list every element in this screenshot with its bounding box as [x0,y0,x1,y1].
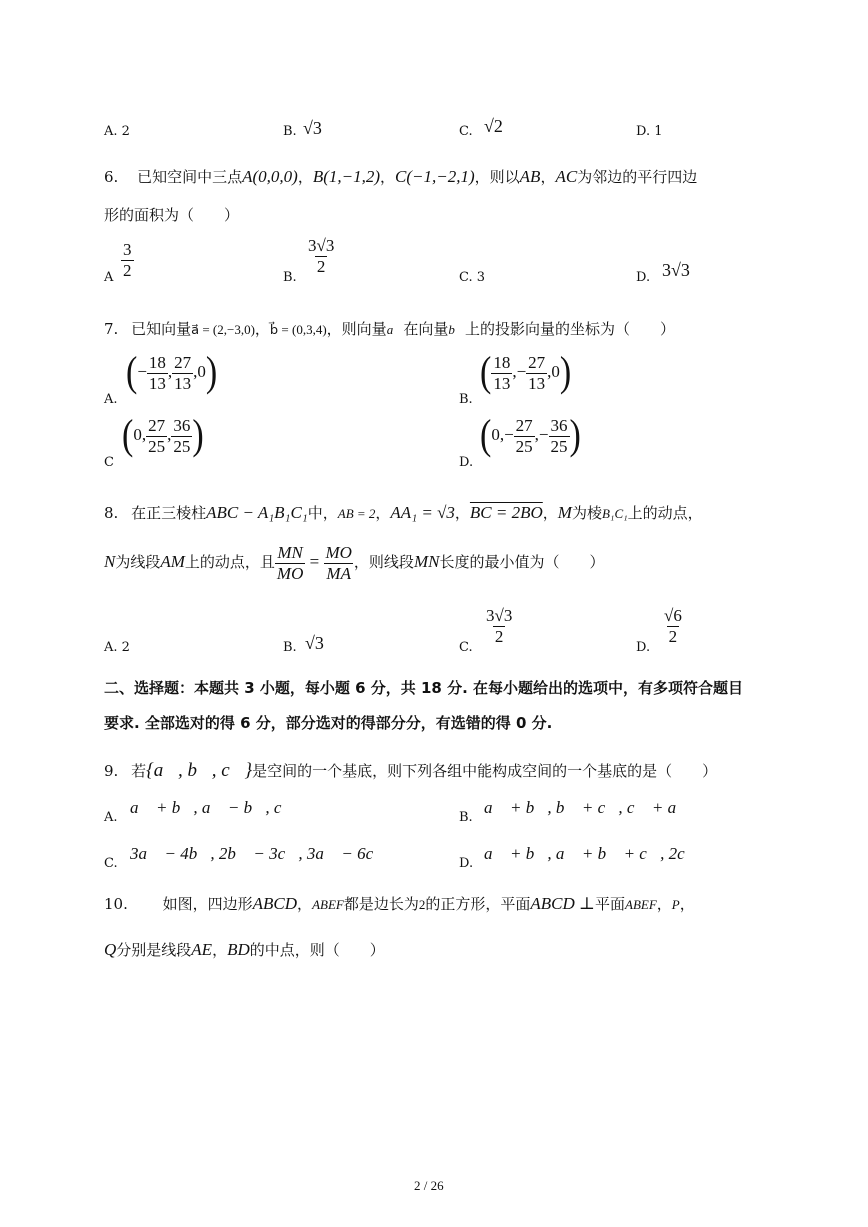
q6-option-d-label: D. [636,270,651,285]
q10-q: Q [104,940,117,959]
q7-option-b-math: ( $\frac{18}{13}$ ,− $\frac{27}{13}$ ,0) [480,349,572,396]
q6-option-c: C. 3 [459,270,486,285]
q7-text-3: 在向量 [403,320,449,338]
q7-option-c-label: C [104,455,114,470]
q7-option-d-label: D. [459,455,474,470]
q8-am: AM [160,552,185,572]
q8-text-3: ， [542,504,558,522]
q8-text-5: 上的动点， [627,504,703,522]
q10-perp: ABCD ⊥ [530,894,595,913]
q10-stem-line2: Q分别是线段AE，BD的中点，则（ ） [104,940,385,959]
q8-stem-line1: 8. 在正三棱柱ABC − A₁B₁C₁中，AB = 2，AA₁ = √3，BC = 2BO，M为棱B₁C₁上的动点， [104,503,703,522]
q7-option-a-math: (− $\frac{18}{13}$ , $\frac{27}{13}$ ,0) [126,349,218,396]
q6-text-3: 为邻边的平行四边 [577,168,698,186]
q9-stem [104,760,717,782]
q6-stem-line2: 形的面积为（ ） [104,206,240,224]
q8-mn: MN [413,552,440,572]
q6-point-c: C(−1,−2,1) [395,167,475,186]
section2-heading-line2: 要求. 全部选对的得 6 分，部分选对的得部分分，有选错的得 0 分. [104,714,553,732]
q6-text-2: ，则以 [474,168,520,186]
q5-option-d: D. 1 [636,124,663,139]
q6-option-a-math [121,240,134,280]
q6-number: 6. [104,168,119,186]
q8-number: 8. [104,504,119,522]
q7-option-c-math: (0, $\frac{27}{25}$ , $\frac{36}{25}$ ) [122,412,204,459]
q6-option-b-num: 3√3 [308,236,335,255]
q6-option-a-num: 3 [123,240,132,259]
section2-heading-line1: 二、选择题：本题共 3 小题，每小题 6 分，共 18 分. 在每小题给出的选项中，有多项符合题目 [104,679,744,697]
q7-text-1: 已知向量 [131,320,192,338]
q10-text-1: 如图，四边形 [162,895,253,913]
q8-stem-line2: N为线段AM上的动点，且 $\frac{MN}{MO}$ = $\frac{MO}{MA}$ ，则线段MN长度的最小值为（ ） [104,543,605,583]
q6-stem-line1: 6. 已知空间中三点A(0,0,0)，B(1,−1,2)，C(−1,−2,1)，则以AB，AC为邻边的平行四边 [104,167,698,186]
q10-text-2: 都是边长为 [343,895,419,913]
q9-option-a-math: a⃗ + b⃗, a⃗ − b⃗, c⃗ [130,798,295,817]
q8-text-6: 为线段 [115,553,161,572]
q6-text-1: 已知空间中三点 [137,168,243,186]
q10-text-6: 的中点，则（ ） [249,941,385,959]
q6-option-a-label: A [104,270,114,285]
page-number: 2 / 26 [414,1178,444,1193]
q9-option-d-math: a⃗ + b⃗, a⃗ + b⃗ + c⃗, 2c⃗ [484,844,698,863]
q8-bc: BC = 2BO [469,503,543,522]
q7-option-a-label: A. [104,392,118,407]
q8-text-2: 中， [307,504,338,522]
q7-stem: 7. 已知向量a⃗ = (2,−3,0)，b⃗ = (0,3,4)，则向量a⃗在向量b⃗上的投影向量的坐标为（ ） [104,320,675,338]
q6-option-b-label: B. [283,270,297,285]
q5-option-c-label: C. [459,124,473,139]
q8-ab: AB = 2 [337,506,376,521]
q8-aa1: AA₁ = √3 [390,503,455,522]
q10-text-3: 的正方形，平面 [425,895,531,913]
q8-option-d-math: $\frac{√6}{2}$ [664,606,682,646]
q8-prism: ABC − A₁B₁C₁ [206,503,308,522]
q8-text-1: 在正三棱柱 [131,504,207,522]
q8-n: N [104,552,116,572]
q7-vector-b: b⃗ = (0,3,4) [269,322,327,337]
q8-option-a: A. 2 [104,640,130,655]
q10-bd: BD [227,940,250,959]
q10-abef-2: ABEF [625,897,657,912]
q9-option-b-label: B. [459,810,473,825]
q10-abef: ABEF [312,897,344,912]
q9-text-1: 若 [131,762,147,780]
q7-vector-a: a⃗ = (2,−3,0) [191,322,255,337]
q10-abcd: ABCD [252,894,298,913]
q8-b1c1: B₁C₁ [601,506,628,521]
q8-text-8: ，则线段 [353,553,414,572]
q5-option-b-label: B. [283,124,297,139]
q8-option-d-label: D. [636,640,651,655]
q6-option-b-math [306,236,336,276]
q7-number: 7. [104,320,119,338]
q8-text-9: 长度的最小值为（ ） [439,553,605,572]
q10-stem-line1: 10. 如图，四边形ABCD，ABEF都是边长为2的正方形，平面ABCD ⊥平面ABEF，P， [104,894,695,913]
q10-ae: AE [191,940,213,959]
q10-text-4: 平面 [594,895,625,913]
q7-option-d-math: (0,− $\frac{27}{25}$ ,− $\frac{36}{25}$ ) [480,412,581,459]
q6-point-b: B(1,−1,2) [312,167,381,186]
q7-text-4: 上的投影向量的坐标为（ ） [464,320,675,338]
q6-ac: AC [555,167,578,186]
q9-option-c-math: 3a⃗ − 4b⃗, 2b⃗ − 3c⃗, 3a⃗ − 6c⃗ [130,844,387,863]
q8-option-c-label: C. [459,640,473,655]
q6-option-a-den: 2 [123,260,132,280]
q10-p: P [671,897,680,912]
q8-option-b-math: √3 [305,633,324,653]
q10-two: 2 [418,897,426,912]
q9-option-b-math: a⃗ + b⃗, b⃗ + c⃗, c⃗ + a⃗ [484,798,690,817]
q8-option-b-label: B. [283,640,297,655]
q9-option-d-label: D. [459,856,474,871]
q9-option-c-label: C. [104,856,118,871]
q7-text-2: ，则向量 [326,320,387,338]
q7-option-b-label: B. [459,392,473,407]
q5-option-c-math: √2 [484,116,503,136]
q8-option-c-math: $\frac{3√3}{2}$ [486,606,513,646]
q6-option-d-math: 3√3 [662,260,690,280]
q10-text-5: 分别是线段 [116,941,192,959]
q9-number: 9. [104,762,119,780]
q5-option-b-math: √3 [303,118,322,138]
q10-number: 10. [104,895,128,913]
q8-text-7: 上的动点，且 [184,553,275,572]
q9-basis: {a⃗, b⃗, c⃗} [146,760,253,781]
q6-option-b-den: 2 [316,256,326,276]
q9-text-2: 是空间的一个基底，则下列各组中能构成空间的一个基底的是（ ） [252,762,718,780]
q9-option-a-label: A. [104,810,118,825]
q8-m: M [557,503,572,522]
q8-text-4: 为棱 [571,504,602,522]
q6-point-a: A(0,0,0) [242,167,298,186]
q6-ab: AB [519,167,541,186]
q5-option-a: A. 2 [104,124,130,139]
